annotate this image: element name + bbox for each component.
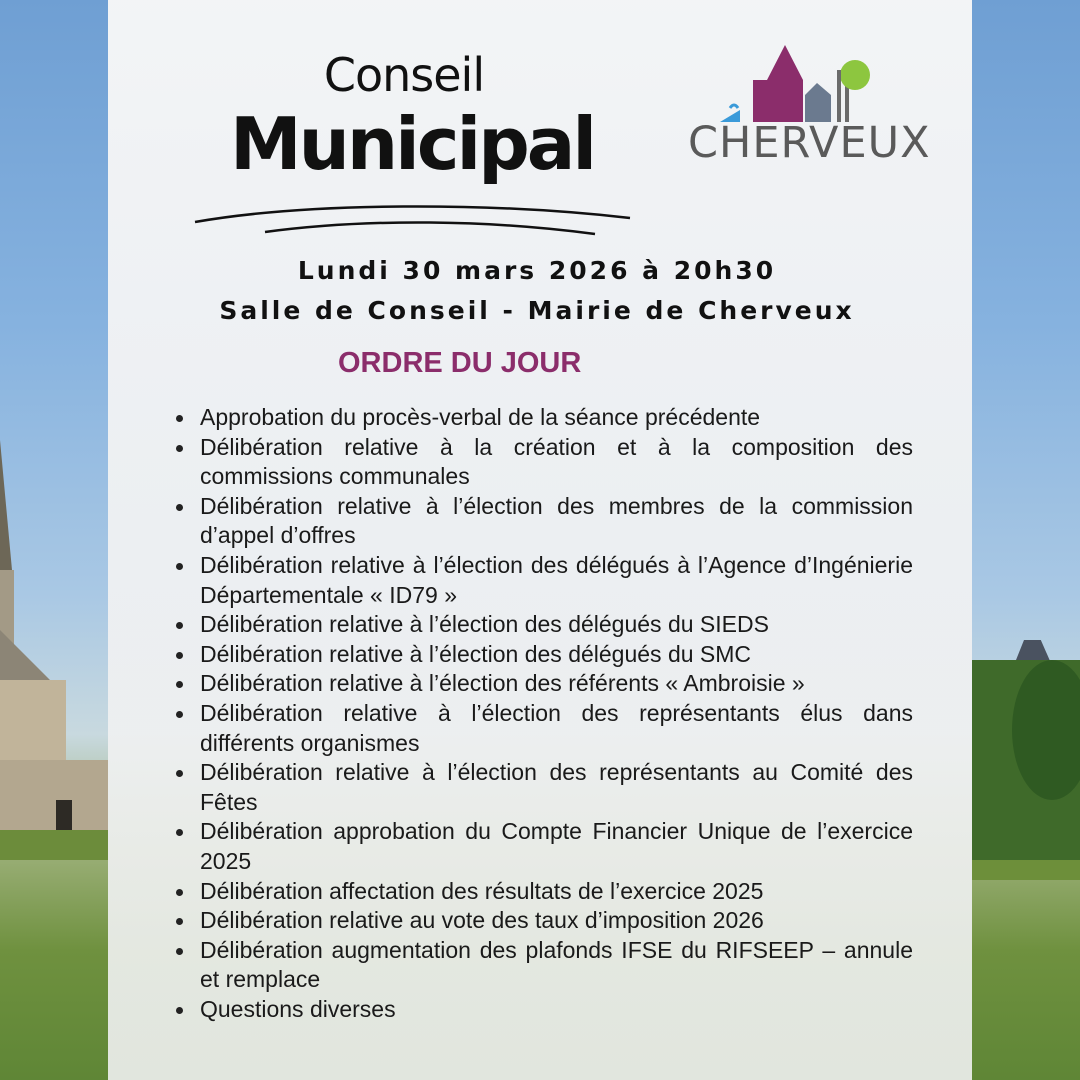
title-municipal: Municipal [229,102,594,186]
agenda-item: Délibération relative à l’élection des référents « Ambroisie » [176,669,913,699]
agenda-item: Délibération relative à l’élection des représentants élus dans différents organismes [176,699,913,758]
agenda-item: Délibération relative à l’élection des délégués à l’Agence d’Ingénierie Départementale « ID79 » [176,551,913,610]
agenda-list [176,403,913,1024]
agenda-item: Délibération relative au vote des taux d’imposition 2026 [176,906,913,936]
meeting-date: Lundi 30 mars 2026 à 20h30 [297,256,777,285]
agenda-title: ORDRE DU JOUR [338,347,582,379]
agenda-item: Délibération augmentation des plafonds IFSE du RIFSEEP – annule et remplace [176,936,913,995]
meeting-location: Salle de Conseil - Mairie de Cherveux [219,296,855,325]
agenda-item: Délibération relative à l’élection des délégués du SIEDS [176,610,913,640]
agenda-item: Approbation du procès-verbal de la séance précédente [176,403,913,433]
church-image [0,440,108,860]
agenda-item: Questions diverses [176,995,913,1025]
agenda-item: Délibération approbation du Compte Financier Unique de l’exercice 2025 [176,817,913,876]
agenda-item: Délibération relative à la création et à la composition des commissions communales [176,433,913,492]
agenda-item: Délibération relative à l’élection des représentants au Comité des Fêtes [176,758,913,817]
agenda-item: Délibération relative à l’élection des délégués du SMC [176,640,913,670]
trees-image [972,640,1080,880]
agenda-item: Délibération affectation des résultats de l’exercice 2025 [176,877,913,907]
title-underline [190,200,635,245]
cherveux-logo-text: CHERVEUX [688,118,931,168]
agenda-item: Délibération relative à l’élection des membres de la commission d’appel d’offres [176,492,913,551]
title-conseil: Conseil [323,48,485,102]
